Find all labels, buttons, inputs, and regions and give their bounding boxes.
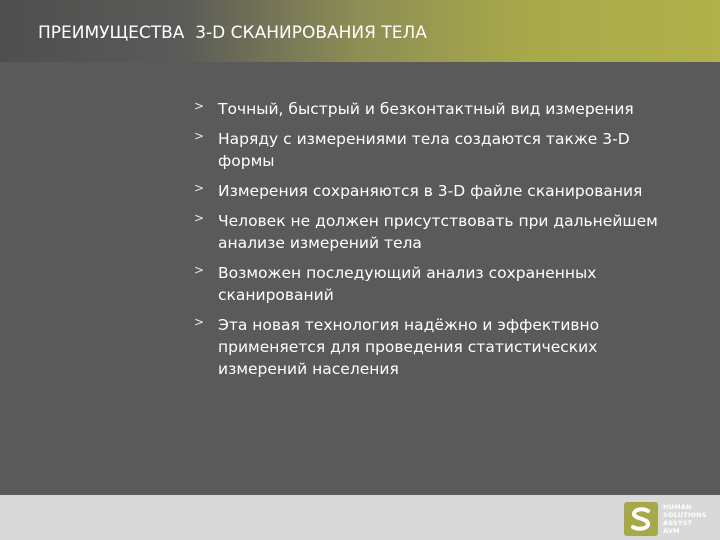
bullet-marker-icon: > [194, 315, 205, 329]
bullet-text: Возможен последующий анализ сохраненных сканирований [218, 264, 597, 304]
footer-bar [0, 495, 720, 540]
bullet-item [190, 210, 690, 254]
bullet-text: Измерения сохраняются в 3-D файле сканирования [218, 182, 643, 200]
slide-title: ПРЕИМУЩЕСТВА 3-D СКАНИРОВАНИЯ ТЕЛА [38, 23, 427, 43]
bullet-item [190, 262, 690, 306]
bullet-item [190, 180, 690, 202]
bullet-text: Эта новая технология надёжно и эффективно применяется для проведения статистических измерений населения [218, 316, 600, 378]
logo-line: AVM [663, 527, 680, 535]
bullet-list [190, 98, 690, 384]
bullet-marker-icon: > [194, 263, 205, 277]
slide-content [0, 62, 720, 495]
logo-wordmark [663, 503, 707, 535]
logo-line: HUMAN [663, 503, 692, 511]
bullet-item [190, 98, 690, 120]
bullet-marker-icon: > [194, 211, 205, 225]
logo-line: SOLUTIONS [663, 511, 707, 519]
bullet-text: Наряду с измерениями тела создаются также 3-D формы [218, 130, 630, 170]
company-logo [624, 502, 712, 536]
bullet-text: Человек не должен присутствовать при дальнейшем анализе измерений тела [218, 212, 658, 252]
bullet-item [190, 128, 690, 172]
title-bar [0, 0, 720, 62]
bullet-item [190, 314, 690, 380]
bullet-text: Точный, быстрый и безконтактный вид измерения [218, 100, 634, 118]
logo-line: ASSYST [663, 519, 693, 527]
bullet-marker-icon: > [194, 181, 205, 195]
bullet-marker-icon: > [194, 129, 205, 143]
logo-mark-icon [624, 502, 658, 536]
bullet-marker-icon: > [194, 99, 205, 113]
